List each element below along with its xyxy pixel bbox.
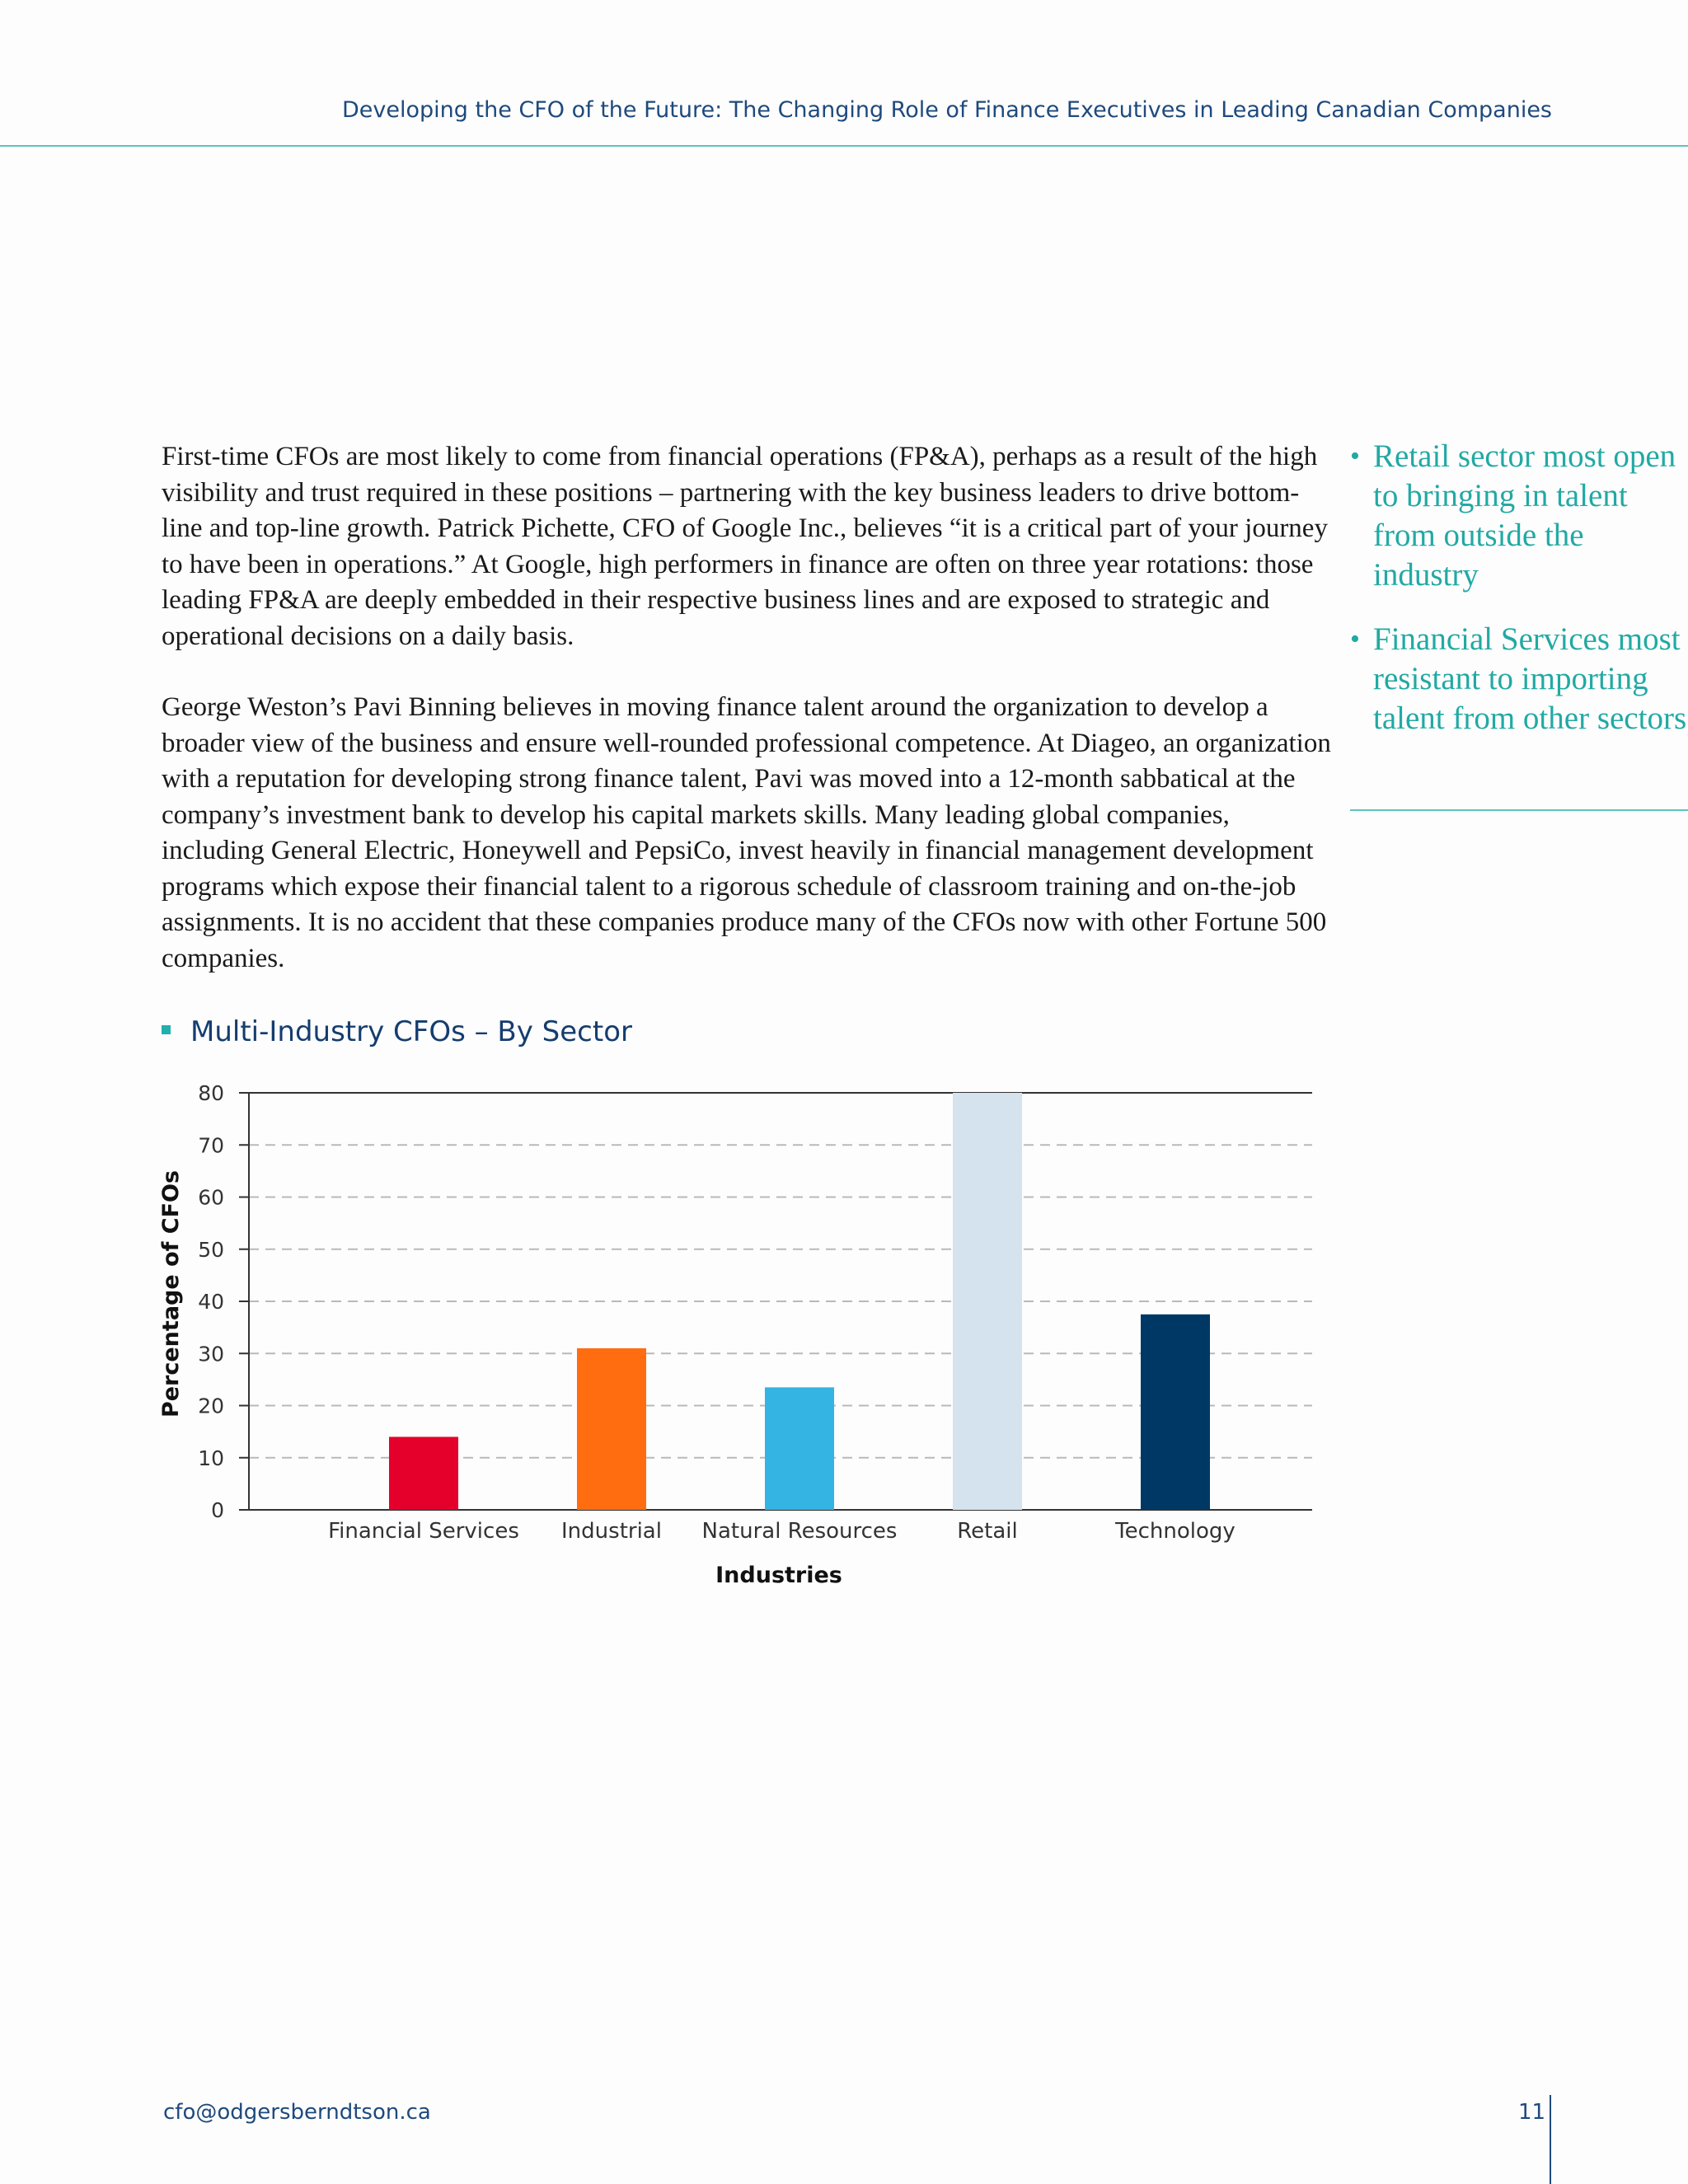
y-axis-title: Percentage of CFOs xyxy=(158,1169,184,1418)
bullet-icon: • xyxy=(1350,624,1360,654)
bullet-icon: • xyxy=(1350,441,1360,471)
x-tick-label: Retail xyxy=(957,1519,1018,1544)
bar-financial-services xyxy=(389,1436,458,1510)
y-tick-label: 60 xyxy=(198,1185,224,1210)
y-tick-label: 40 xyxy=(198,1290,224,1314)
y-tick-label: 10 xyxy=(198,1446,224,1470)
chart-title-text: Multi-Industry CFOs – By Sector xyxy=(190,1015,632,1048)
bar-industrial xyxy=(577,1348,646,1510)
paragraph: First-time CFOs are most likely to come from financial operations (FP&A), perhaps as a result of the high visibility and trust required in these positions – partnering with the key business leaders to drive bottom-line and top-line growth. Patrick Pichette, CFO of Google Inc., believes “it is a critical part of your journey to have been in operations.” At Google, high performers in finance are often on three year rotations: those leading FP&A are deeply embedded in their respective business lines and are exposed to strategic and operational decisions on a daily basis. xyxy=(162,442,1328,651)
y-tick-label: 20 xyxy=(198,1394,224,1418)
y-tick-label: 70 xyxy=(198,1133,224,1158)
callout-text: Retail sector most open to bringing in talent from outside the industry xyxy=(1373,438,1676,593)
callout-text: Financial Services most resistant to importing talent from other sectors xyxy=(1373,621,1687,736)
x-tick-label: Technology xyxy=(1115,1519,1236,1544)
x-axis-title: Industries xyxy=(715,1563,842,1588)
x-tick-label: Industrial xyxy=(561,1519,662,1544)
bar-natural-resources xyxy=(765,1387,834,1510)
paragraph: George Weston’s Pavi Binning believes in moving finance talent around the organization to develop a broader view of the business and ensure well-rounded professional competence. At Diageo, an organization with a reputation for developing strong finance talent, Pavi was moved into a 12-month sabbatical at the company’s investment bank to develop his capital markets skills. Many leading global companies, including General Electric, Honeywell and PepsiCo, invest heavily in financial management development programs which expose their financial talent to a rigorous schedule of classroom training and on-the-job assignments. It is no accident that these companies produce many of the CFOs now with other Fortune 500 companies. xyxy=(162,692,1331,973)
y-tick-label: 0 xyxy=(211,1498,224,1522)
footer-divider xyxy=(1550,2095,1551,2184)
x-tick-label: Financial Services xyxy=(328,1519,519,1544)
bar-retail xyxy=(953,1093,1022,1510)
x-tick-label: Natural Resources xyxy=(701,1519,898,1544)
y-tick-label: 30 xyxy=(198,1342,224,1366)
y-tick-label: 50 xyxy=(198,1237,224,1262)
page-number: 11 xyxy=(1518,2100,1546,2125)
running-header: Developing the CFO of the Future: The Changing Role of Finance Executives in Leading Canadian Companies xyxy=(342,97,1552,123)
contact-email[interactable]: cfo@odgersberndtson.ca xyxy=(163,2100,431,2125)
y-tick-label: 80 xyxy=(198,1081,224,1105)
bar-technology xyxy=(1141,1315,1210,1510)
